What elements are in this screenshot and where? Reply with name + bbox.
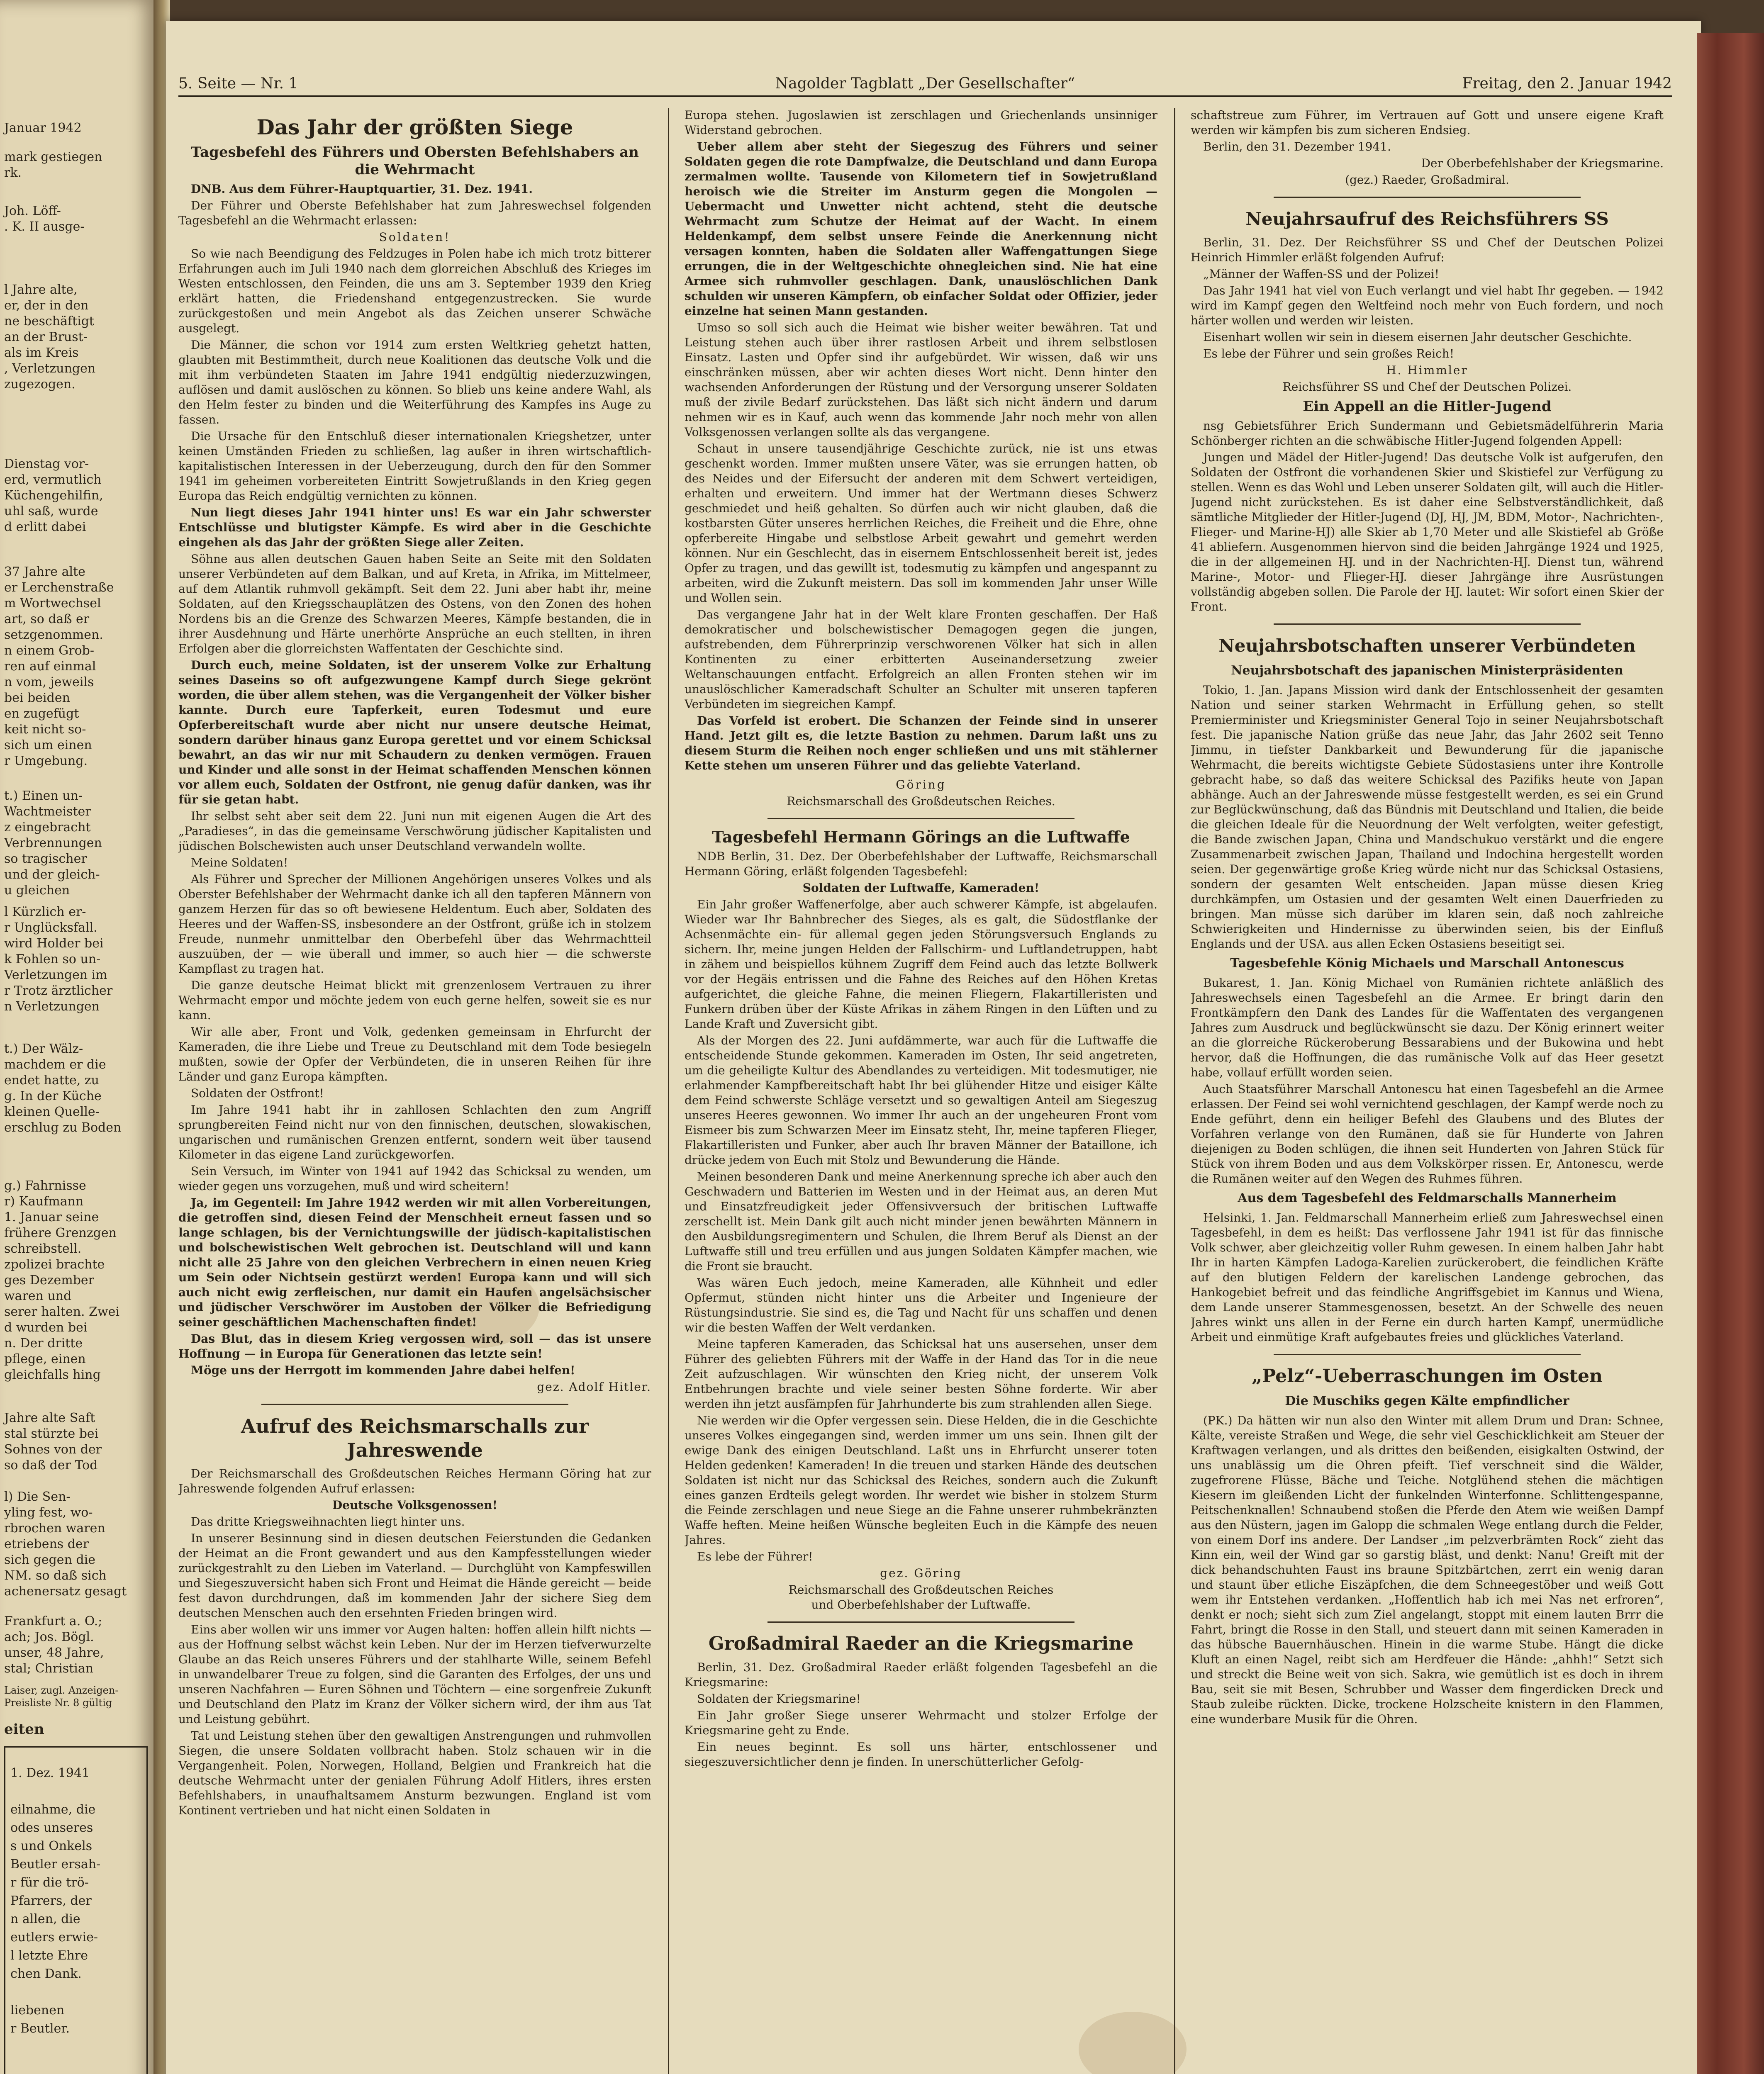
left-fragment: Januar 1942 (4, 121, 82, 135)
divider (1274, 623, 1581, 625)
subheadline: Tagesbefehle König Michaels und Marschall Antonescus (1230, 956, 1624, 971)
column-rule (1174, 108, 1175, 2074)
paragraph: NDB Berlin, 31. Dez. Der Oberbefehlshaber der Luftwaffe, Reichsmarschall Hermann Göring, erläßt folgenden Tagesbefehl: (685, 850, 1157, 878)
newspaper-page (166, 21, 1701, 2074)
paragraph: Bukarest, 1. Jan. König Michael von Rumänien richtete anläßlich des Jahreswechsels einen Tagesbefehl an die Armee. Er bringt darin den Frontkämpfern den Dank des Landes für die Waffentaten des vergangenen Jahres zum Ausdruck und beglückwünscht sie dazu. Der König erinnert weiter an die glorreiche Rückeroberung Bessarabiens und der Bukowina und hebt hervor, daß die Hoffnungen, die das rumänische Volk auf das Heer gesetzt habe, vollauf erfüllt worden seien. (1191, 976, 1664, 1079)
paragraph: nsg Gebietsführer Erich Sundermann und Gebietsmädelführerin Maria Schönberger richten an die schwäbische Hitler-Jugend folgenden Appell: (1191, 419, 1664, 448)
headline: „Pelz“-Ueberraschungen im Osten (1251, 1366, 1603, 1387)
paragraph: Jungen und Mädel der Hitler-Jugend! Das deutsche Volk ist aufgerufen, den Soldaten der Ostfront die vorhandenen Skier und Skistiefel zur Verfügung zu stellen. Wenn es das Wohl und Leben unserer Soldaten gilt, will auch die Hitler-Jugend nicht zurückstehen. Es ist daher eine Selbstverständlichkeit, daß sämtliche Mitglieder der Hitler-Jugend (DJ, HJ, JM, BDM, Motor-, Nachrichten-, Flieger- und Marine-HJ) alle Skier ab 1,70 Meter und alle Skistiefel ab Größe 41 abliefern. Ausgenommen hiervon sind die beiden Jahrgänge 1924 und 1925, die in der allgemeinen HJ. und in der Nachrichten-HJ. Dienst tun, während Marine-, Motor- und Flieger-HJ. dieser Jahrgänge ihre Ausrüstungen vollständig abgeben sollen. Die Parole der HJ. lautet: Wir sofort einen Skier der Front. (1191, 450, 1664, 613)
paragraph: Schaut in unsere tausendjährige Geschichte zurück, nie ist uns etwas geschenkt worden. Immer mußten unsere Väter, was sie errungen hatten, ob des Neides und der Eifersucht der anderen mit dem Schwert verteidigen, erhalten und erweitern. Und immer hat der Wertmann dieses Schwerz geschmiedet und heiß gehalten. So dürfen auch wir nicht glauben, daß die kostbarsten Güter unseres herrlichen Reiches, die Freiheit und die Ehre, ohne opferbereite Hingabe und selbstlose Arbeit gewahrt und gemehrt werden können. Nur ein Geschlecht, das in eisernem Entschlossenheit bereit ist, jedes Opfer zu tragen, und das gewillt ist, todesmutig zu kämpfen und angespannt zu arbeiten, wird die Zukunft meistern. Das soll im kommenden Jahr unser Wille und Wollen sein. (685, 442, 1157, 605)
paragraph: Im Jahre 1941 habt ihr in zahllosen Schlachten den zum Angriff sprungbereiten Feind nicht nur von den finnischen, deutschen, slowakischen, ungarischen und rumänischen Grenzen entfernt, sondern weit über tausend Kilometer in das eigene Land zurückgeworfen. (178, 1103, 651, 1161)
paragraph: Berlin, den 31. Dezember 1941. (1203, 140, 1391, 153)
column-2 (685, 108, 1157, 2074)
paragraph: Europa stehen. Jugoslawien ist zerschlagen und Griechenlands unsinniger Widerstand gebrochen. (685, 108, 1157, 137)
subheadline: Neujahrsbotschaft des japanischen Ministerpräsidenten (1231, 663, 1623, 678)
paragraph: Die ganze deutsche Heimat blickt mit grenzenlosem Vertrauen zu ihrer Wehrmacht empor und möchte jedem von euch gerne helfen, soweit sie es nur kann. (178, 979, 651, 1022)
left-fragment: t.) Einen un- Wachtmeister z eingebracht Verbrennungen so tragischer und der gleich- u gleichen (4, 789, 102, 898)
paragraph: Der Führer und Oberste Befehlshaber hat zum Jahreswechsel folgenden Tagesbefehl an die Wehrmacht erlassen: (178, 199, 651, 227)
left-fragment: 37 Jahre alte er Lerchenstraße m Wortwechsel art, so daß er setzgenommen. n einem Grob- ren auf einmal n vom, jeweils bei beiden en zugefügt keit nicht so- sich um einen r Umgebung. (4, 565, 114, 768)
paragraph: Tokio, 1. Jan. Japans Mission wird dank der Entschlossenheit der gesamten Nation und seiner starken Wehrmacht in Erfüllung gehen, so stellt Premierminister und Kriegsminister General Tojo in seiner Neujahrsbotschaft fest. Die japanische Nation grüße das neue Jahr, das Jahr 2602 seit Tenno Jimmu, in tiefster Dankbarkeit und Bewunderung für die japanische Wehrmacht, die bereits wichtigste Gebiete Südostasiens unter ihre Kontrolle gebracht habe, so daß das weitere Schicksal des Pazifiks heute von Japan abhänge. Auch an der Jahreswende müsse festgestellt werden, es sei ein Grund zur Beglückwünschung, daß das Bündnis mit Deutschland und Italien, die beide die gleichen Ideale für die Neuordnung der Welt verfolgten, weiter gefestigt, die Bande zwischen Japan, China und Mandschukuo verstärkt und die engere Zusammenarbeit zwischen Japan, Thailand und Indochina hergestellt worden seien. Der gegenwärtige große Krieg würde nicht nur das Schicksal Ostasiens, sondern der gesamten Welt entscheiden. Japan müsse diesen Krieg durchkämpfen, um Ostasien und der gesamten Welt einen Dauerfrieden zu bringen. Man müsse sich darüber im klaren sein, daß noch zahlreiche Schwierigkeiten und Hindernisse zu überwinden seien, bis der Einfluß Englands und der USA. aus allen Ecken Ostasiens beseitigt sei. (1191, 683, 1664, 951)
paragraph: Es lebe der Führer und sein großes Reich! (1203, 347, 1455, 360)
paragraph: Berlin, 31. Dez. Der Reichsführer SS und Chef der Deutschen Polizei Heinrich Himmler erläßt folgenden Aufruf: (1191, 236, 1664, 264)
divider (1274, 197, 1581, 198)
masthead: Nagolder Tagblatt „Der Gesellschafter“ (775, 75, 1075, 92)
left-fragment: l Kürzlich er- r Unglücksfall. wird Holder bei k Fohlen so un- Verletzungen im r Trotz ärztlicher n Verletzungen (4, 905, 113, 1014)
paragraph: Nun liegt dieses Jahr 1941 hinter uns! Es war ein Jahr schwerster Entschlüsse und blutigster Kämpfe. Es wird aber in die Geschichte eingehen als das Jahr der größten Siege aller Zeiten. (178, 506, 651, 549)
headline: Großadmiral Raeder an die Kriegsmarine (708, 1633, 1134, 1654)
divider (767, 818, 1074, 819)
paragraph: Nie werden wir die Opfer vergessen sein. Diese Helden, die in die Geschichte unseres Volkes eingegangen sind, werden immer um uns sein. Ihnen gilt der ewige Dank des einigen Deutschland. Laßt uns in Ehrfurcht unserer toten Helden gedenken! Kameraden! In die treuen und starken Hände des deutschen Soldaten ist nicht nur das Schicksal des Reiches, sondern auch die Zukunft eines ganzen Erdteils gelegt worden. Ihr werdet wie bisher in stolzem Sturm die Feinde zerschlagen und neue Siege an die Fahne unserer ruhmbekränzten Waffe heften. Meine heißen Wünsche begleiten Euch in die Kämpfe des neuen Jahres. (685, 1414, 1157, 1547)
headline: Aufruf des Reichsmarschalls zur Jahreswende (241, 1415, 589, 1461)
paragraph: Wir alle aber, Front und Volk, gedenken gemeinsam in Ehrfurcht der Kameraden, die ihre Liebe und Treue zu Deutschland mit dem Tode besiegeln mußten, sowie der Opfer der Verbündeten, die in unseren Reihen für ihre Länder und ganz Europa kämpften. (178, 1025, 651, 1083)
subheadline: Ein Appell an die Hitler-Jugend (1303, 398, 1552, 415)
paragraph: So wie nach Beendigung des Feldzuges in Polen habe ich mich trotz bitterer Erfahrungen auch im Juli 1940 nach dem glorreichen Abschluß des Krieges im Westen entschlossen, den Feinden, die uns am 3. September 1939 den Krieg erklärt hatten, die Friedenshand entgegenzustrecken. Sie wurde zurückgestoßen und mein Angebot als das Zeichen unserer Schwäche ausgelegt. (178, 247, 651, 335)
divider (767, 1621, 1074, 1623)
paragraph: Eins aber wollen wir uns immer vor Augen halten: hoffen allein hilft nichts — aus der Hoffnung selbst wächst kein Leben. Nur der im Herzen tiefverwurzelte Glaube an das Reich unseres Führers und der stahlharte Wille, seinem Befehl in unwandelbarer Treue zu folgen, sind die Garanten des Erfolges, der uns und unseren Nachfahren — Euren Söhnen und Töchtern — eine sorgenfreie Zukunft und Deutschland den Platz im Kranz der Völker sichern wird, der ihm aus Tat und Leistung gebührt. (178, 1623, 651, 1726)
paragraph: Möge uns der Herrgott im kommenden Jahre dabei helfen! (191, 1363, 575, 1377)
left-fragment: Jahre alte Saft stal stürzte bei Sohnes von der so daß der Tod (4, 1411, 102, 1473)
divider (1274, 1354, 1581, 1355)
death-notice-box (4, 1746, 148, 2074)
left-fragment: eiten (4, 1721, 44, 1738)
paragraph: Das Vorfeld ist erobert. Die Schanzen der Feinde sind in unserer Hand. Jetzt gilt es, die letzte Bastion zu nehmen. Darum laßt uns zu diesem Sturm die Reihen noch enger schließen und uns mit stählerner Kette stehen um unseren Führer und das geliebte Vaterland. (685, 714, 1157, 772)
headline: Tagesbefehl Hermann Görings an die Luftwaffe (712, 828, 1130, 846)
page-header (178, 71, 1672, 97)
paragraph: „Männer der Waffen-SS und der Polizei! (1203, 267, 1440, 281)
headline: Neujahrsaufruf des Reichsführers SS (1245, 209, 1609, 229)
signature-title: Reichsmarschall des Großdeutschen Reiches. (787, 794, 1055, 808)
page-number: 5. Seite — Nr. 1 (178, 75, 298, 92)
paragraph: schaftstreue zum Führer, im Vertrauen auf Gott und unsere eigene Kraft werden wir kämpfen bis zum sicheren Endsieg. (1191, 108, 1664, 137)
paragraph: Ja, im Gegenteil: Im Jahre 1942 werden wir mit allen Vorbereitungen, die getroffen sind, diesen Feind der Menschheit erneut fassen und so lange schlagen, bis der Vernichtungswille der jüdisch-kapitalistischen und bolschewistischen Welt gebrochen ist. Deutschland will und kann nicht alle 25 Jahre von den gleichen Verbrechern in einen neuen Krieg um Sein oder Nichtsein gestürzt werden! Europa kann und will sich auch nicht ewig zerfleischen, nur damit ein Haufen angelsächsischer und jüdischer Verschwörer im Austoben der Völker die Befriedigung seiner geschäftlichen Machenschaften findet! (178, 1196, 651, 1329)
paragraph: Meine tapferen Kameraden, das Schicksal hat uns ausersehen, unser dem Führer des geliebten Führers mit der Waffe in der Hand das Tor in die neue Zeit aufzuschlagen. Wir wünschten den Krieg nicht, der unserem Volk Entbehrungen brachte und viele seiner besten Söhne forderte. Wir aber werden ihn jetzt ausfämpfen für Jahrhunderte bis zum strahlenden allen Siege. (685, 1337, 1157, 1411)
signature-name: H. Himmler (1386, 363, 1468, 377)
paragraph: Helsinki, 1. Jan. Feldmarschall Mannerheim erließ zum Jahreswechsel einen Tagesbefehl, in dem es heißt: Das verflossene Jahr 1941 ist für das finnische Volk schwer, aber gleichzeitig voller Ruhm gewesen. In einem halben Jahr habt Ihr in harten Kämpfen Ladoga-Karelien zurückerobert, die feindlichen Kräfte auf den blutigen Feldern der karelischen Landenge gebrochen, das Hankogebiet befreit und das feindliche Angriffsgebiet im Kannus und Wiena, dem Lande unserer Stammesgenossen, besetzt. An der Schwelle des neuen Jahres winkt uns allen in der Ferne ein durch harten Kampf, unermüdliche Arbeit und einmütige Kraft aufgebautes freies und glückliches Vaterland. (1191, 1211, 1664, 1344)
subheadline: Die Muschiks gegen Kälte empfindlicher (1285, 1394, 1569, 1408)
paragraph: Tat und Leistung stehen über den gewaltigen Anstrengungen und ruhmvollen Siegen, die unsere Soldaten vollbracht haben. Stolz schauen wir in die Vergangenheit. Polen, Norwegen, Holland, Belgien und Frankreich hat die deutsche Wehrmacht unter der genialen Führung Adolf Hitlers, ihres ersten Befehlshabers, in unaufhaltsamem Ansturm bezwungen. England ist vom Kontinent vertrieben und hat nicht einen Soldaten in (178, 1729, 651, 1817)
column-3 (1191, 108, 1664, 2074)
left-fragment: Frankfurt a. O.; ach; Jos. Bögl. unser, 48 Jahre, stal; Christian (4, 1614, 104, 1676)
paragraph: Als der Morgen des 22. Juni aufdämmerte, war auch für die Luftwaffe die entscheidende Stunde gekommen. Kameraden im Osten, Ihr seid angetreten, um die geheiligte Kultur des Abendlandes zu verteidigen. Mit todesmutiger, nie erlahmender Kampfbereitschaft habt Ihr bei glühender Hitze und eisiger Kälte dem Feind schwerste Schläge versetzt und so gewaltigen Anteil am Siegeszug unseres Heeres gewonnen. Wo immer Ihr auch an der ungeheuren Front vom Eismeer bis zum Schwarzen Meer im Einsatz steht, Ihr, meine tapferen Flieger, Flakartilleristen und Funker, aber auch Ihr braven Männer der Bataillone, ich drücke jedem von Euch mit Stolz und Bewunderung die Hände. (685, 1034, 1157, 1167)
signature-title: Der Oberbefehlshaber der Kriegsmarine. (1421, 156, 1664, 170)
signature-name: gez. Göring (880, 1566, 962, 1580)
paragraph: Auch Staatsführer Marschall Antonescu hat einen Tagesbefehl an die Armee erlassen. Der Feind sei wohl vernichtend geschlagen, der Kampf werde noch zu Ende geführt, denn ein heiliger Befehl des Glaubens und des Blutes der Vorfahren verlange von den Rumänen, daß sie für Hunderte von Jahren diejenigen zu Boden schlügen, die ihnen seit Hunderten von Jahren Stück für Stück von ihrem Boden und aus dem Volkskörper rissen. Er, Antonescu, werde die Rumänen weiter auf den Wegen des Ruhmes führen. (1191, 1082, 1664, 1185)
signature: gez. Adolf Hitler. (537, 1380, 651, 1394)
dateline: DNB. Aus dem Führer-Hauptquartier, 31. Dez. 1941. (191, 182, 533, 196)
paragraph: Die Ursache für den Entschluß dieser internationalen Kriegshetzer, unter keinen Umständen Frieden zu schließen, lag außer in ihren wirtschaftlich-kapitalistischen Interessen in der Ueberzeugung, durch den für den Sommer 1941 im geheimen vorbereiteten Eintritt Sowjetrußlands in den Krieg gegen Europa das Reich endgültig vernichten zu können. (178, 429, 651, 503)
paragraph: Durch euch, meine Soldaten, ist der unserem Volke zur Erhaltung seines Daseins so oft aufgezwungene Kampf durch Siege gekrönt worden, die über allem stehen, was die Vergangenheit der Völker bisher kannte. Durch eure Tapferkeit, euren Todesmut und eure Opferbereitschaft wurde aber nicht nur unsere deutsche Heimat, sondern darüber hinaus ganz Europa gerettet und vor einem Schicksal bewahrt, an das wir nur mit Schaudern zu denken vermögen. Frauen und Kinder und alle sonst in der Heimat schaffenden Menschen können vor allem euch, Soldaten der Ostfront, nie genug dafür danken, was ihr für sie getan habt. (178, 658, 651, 806)
column-rule (668, 108, 669, 2074)
paragraph: Ein Jahr großer Waffenerfolge, aber auch schwerer Kämpfe, ist abgelaufen. Wieder war Ihr Bahnbrecher des Sieges, als es galt, die Südostflanke der Achsenmächte ein- für allemal gegen jeden Störungsversuch Englands zu sichern. Ihr, meine jungen Helden der Fallschirm- und Luftlandetruppen, habt in zähem und beispiellos kühnem Zugriff dem Feind auch das letzte Bollwerk vor der Hegäis entrissen und die Fahne des Reiches auf den Höhen Kretas aufgerichtet, die gleiche Fahne, die meinen Fliegern, Flakartilleristen und Funkern drüben über der Küste Afrikas in zähem Ringen in den Lüften und zu Lande Kraft und Zuversicht gibt. (685, 898, 1157, 1031)
paragraph: Ihr selbst seht aber seit dem 22. Juni nun mit eigenen Augen die Art des „Paradieses“, in das die gemeinsame Verschwörung jüdischer Kapitalisten und jüdischen Bolschewisten auch unser Deutschland verwandeln wollte. (178, 809, 651, 853)
paragraph: (PK.) Da hätten wir nun also den Winter mit allem Drum und Dran: Schnee, Kälte, vereiste Straßen und Wege, die sehr viel Geschicklichkeit am Steuer der Kraftwagen verlangen, und als drittes den beißenden, eisigkalten Ostwind, der uns unablässig um die Ohren pfeift. Tief verschneit sind die Wälder, zugefrorene Flüsse, Bäche und Teiche. Notglühend stehen die mächtigen Kiesern im gleißenden Licht der funkelnden Winterfonne. Schlittengespanne, Peitschenknallen! Schnaubend stoßen die Pferde den Atem wie weißen Dampf aus den Nüstern, jagen im Galopp die schmalen Wege entlang durch die Felder, von einem Dorf ins andere. Der Landser „im pelzverbrämten Rock“ zieht das Kinn ein, weil der Wind gar so garstig bläst, und denkt: Nanu! Greift mit der dick behandschuhten Faust ins braune Spitzbärtchen, zerrt ein wenig daran und staunt über etliche Eiszäpfchen, die dem Schneegestöber und weiß Gott wem ihr Entstehen verdanken. „Hoffentlich hab ich mei Nas net erfroren“, denkt er noch; sieht sich zum Ziel angelangt, stoppt mit einem lauten Brrr die Fahrt, bringt die Rosse in den Stall, und steuert dann mit seinen Kameraden in das hübsche Bauernhäuschen. Hinein in die warme Stube. Hängt die dicke Kluft an einen Nagel, reibt sich am Herdfeuer die Hände: „ahhh!“ Setzt sich und streckt die Beine weit von sich. Sakra, wie gemütlich ist es doch in ihrem Bau, seit sie mit Besen, Schrubber und Wasser dem fingerdicken Dreck und Staub zuleibe rückten. Dicke, trockene Holzscheite knistern in den Flammen, eine wunderbare Musik für die Ohren. (1191, 1414, 1664, 1726)
signature-title: Reichsmarschall des Großdeutschen Reiches und Oberbefehlshaber der Luftwaffe. (788, 1583, 1054, 1611)
paragraph: In unserer Besinnung sind in diesen deutschen Feierstunden die Gedanken der Heimat an die Front gewandert und aus den Kampfesstellungen wieder zurückgestrahlt zu den Lieben im Vaterland. — Durchglüht von Kampfeswillen und Siegeszuversicht haben sich Front und Heimat die Hände gereicht — beide fest davon durchdrungen, daß im kommenden Jahr der sichere Sieg dem deutschen Menschen auch den ersehnten Frieden bringen wird. (178, 1531, 651, 1620)
salutation: Deutsche Volksgenossen! (332, 1498, 498, 1512)
paragraph: Das Blut, das in diesem Krieg vergossen wird, soll — das ist unsere Hoffnung — in Europa für Generationen das letzte sein! (178, 1332, 651, 1361)
column-1 (178, 108, 651, 2074)
paragraph: Soldaten der Kriegsmarine! (697, 1692, 861, 1706)
left-fragment: g.) Fahrnisse r) Kaufmann 1. Januar seine frühere Grenzgen schreibstell. zpolizei brachte ges Dezember waren und serer halten. Zwei d wurden bei n. Der dritte pflege, einen gleichfalls hing (4, 1178, 119, 1382)
signature-name: (gez.) Raeder, Großadmiral. (1345, 173, 1509, 187)
subheadline: Aus dem Tagesbefehl des Feldmarschalls Mannerheim (1238, 1191, 1617, 1205)
left-fragment: l Jahre alte, er, der in den ne beschäftigt an der Brust- als im Kreis , Verletzungen zugezogen. (4, 282, 96, 392)
left-fragment: l) Die Sen- yling fest, wo- rbrochen waren etriebens der sich gegen die NM. so daß sich achenersatz gesagt (4, 1490, 127, 1599)
salutation: Soldaten! (379, 230, 451, 244)
paragraph: Ueber allem aber steht der Siegeszug des Führers und seiner Soldaten gegen die rote Dampfwalze, die Deutschland und dann Europa zermalmen wollte. Tausende von Kilometern tief in Sowjetrußland heroisch wie die Streiter im Ansturm gegen die Mongolen — Uebermacht und Unwetter nicht achtend, steht die deutsche Wehrmacht zum Schutze der Heimat auf der Wacht. In einem Heldenkampf, dem selbst unsere Feinde die Anerkennung nicht versagen konnten, haben die Soldaten aller Waffengattungen Siege errungen, die in der Weltgeschichte ohnegleichen sind. Nie hat eine Armee sich ruhmvoller geschlagen. Dank, unauslöschlichen Dank schulden wir unseren Kämpfern, ob einfacher Soldat oder Offizier, jeder einzelne hat seinen Mann gestanden. (685, 140, 1157, 318)
issue-date: Freitag, den 2. Januar 1942 (1462, 75, 1672, 92)
paragraph: Meine Soldaten! (191, 856, 288, 869)
paragraph: Sein Versuch, im Winter von 1941 auf 1942 das Schicksal zu wenden, um wieder gegen uns vorzugehen, muß und wird scheitern! (178, 1164, 651, 1193)
paragraph: Es lebe der Führer! (697, 1550, 813, 1563)
paragraph: Der Reichsmarschall des Großdeutschen Reiches Hermann Göring hat zur Jahreswende folgenden Aufruf erlassen: (178, 1467, 651, 1495)
paragraph: Umso so soll sich auch die Heimat wie bisher weiter bewähren. Tat und Leistung stehen auch über ihrer rastlosen Arbeit und ihrem selbstlosen Einsatz. Lasten und Opfer sind ihr aufgebürdet. Wir wissen, daß wir uns einschränken müssen, aber wir achten dieses Wort nicht. Denn hinter den wachsenden Anforderungen der Rüstung und der Versorgung unserer Soldaten muß der zivile Bedarf zurückstehen. Das läßt sich nicht ändern und darum nehmen wir es in Kauf, auch wenn das kommende Jahr noch mehr von allen Volksgenossen verlangen sollte als das vergangene. (685, 321, 1157, 439)
paragraph: Was wären Euch jedoch, meine Kameraden, alle Kühnheit und edler Opfermut, stünden nicht hinter uns die Arbeiter und Ingenieure der Rüstungsindustrie. Sie sind es, die Tag und Nacht für uns schaffen und denen wir die besten Waffen der Welt verdanken. (685, 1276, 1157, 1334)
paragraph: Als Führer und Sprecher der Millionen Angehörigen unseres Volkes und als Oberster Befehlshaber der Wehrmacht danke ich all den tapferen Männern von ganzem Herzen für das so oft bewiesene Heldentum. Euch aber, Soldaten des Heeres und der Waffen-SS, insbesondere an der Ostfront, grüße ich in stolzem Freude, nunmehr unmittelbar den Oberbefehl über das Wehrmachtteil auszuüben, der — wie überall und immer, so auch hier — die schwerste Kampflast zu tragen hat. (178, 872, 651, 976)
book-spine (1697, 33, 1764, 2074)
left-fragment: mark gestiegen rk. (4, 150, 102, 180)
paragraph: Die Männer, die schon vor 1914 zum ersten Weltkrieg gehetzt hatten, glaubten mit Bestimmtheit, durch neue Koalitionen das deutsche Volk und die mit ihm verbündeten Staaten im Jahre 1941 endgültig niederzuzwingen, auflösen und damit auslöschen zu können. So blieb uns keine andere Wahl, als den Helm fester zu binden und die Weiterführung des Kampfes ins Auge zu fassen. (178, 338, 651, 426)
left-fragment: Joh. Löff- . K. II ausge- (4, 204, 85, 234)
paragraph: Soldaten der Ostfront! (191, 1086, 324, 1100)
divider (261, 1404, 568, 1405)
paragraph: Meinen besonderen Dank und meine Anerkennung spreche ich aber auch den Geschwadern und Batterien im Westen und in der Heimat aus, an deren Mut und Einsatzfreudigkeit jeder Offensivversuch der britischen Luftwaffe zerschellt ist. Mein Dank gilt auch nicht minder jenen bewährten Männern in den Ausbildungsregimentern und Schulen, die Ihrem Beruf als Dienst an der Luftwaffe still und treu erfüllen und aus jungen Soldaten Kämpfer machen, wie die Front sie braucht. (685, 1170, 1157, 1273)
paragraph: Das Jahr 1941 hat viel von Euch verlangt und viel habt Ihr gegeben. — 1942 wird im Kampf gegen den Weltfeind noch mehr von Euch fordern, und noch härter wollen und werden wir leisten. (1191, 284, 1664, 327)
headline: Das Jahr der größten Siege (256, 115, 573, 139)
subheadline: Tagesbefehl des Führers und Obersten Befehlshabers an die Wehrmacht (191, 144, 639, 178)
signature-title: Reichsführer SS und Chef der Deutschen Polizei. (1282, 380, 1572, 394)
paragraph: Eisenhart wollen wir sein in diesem eisernen Jahr deutscher Geschichte. (1203, 330, 1632, 344)
paragraph: Söhne aus allen deutschen Gauen haben Seite an Seite mit den Soldaten unserer Verbündeten auf dem Balkan, und auf Kreta, in Afrika, im Mittelmeer, auf dem Atlantik ruhmvoll gekämpft. Seit dem 22. Juni aber habt ihr, meine Soldaten, auf den Kriegsschauplätzen des Ostens, von den Zonen des hohen Nordens bis an die Grenze des Schwarzen Meeres, Kämpfe bestanden, die in ihrer Ausdehnung und Härte unerhörte Ansprüche an euch stellten, in ihren Erfolgen aber die glorreichsten Waffentaten der Geschichte sind. (178, 552, 651, 655)
left-page-edge (0, 0, 158, 2074)
paragraph: Ein neues beginnt. Es soll uns härter, entschlossener und siegeszuversichtlicher denn je finden. In unerschütterlicher Gefolg- (685, 1740, 1157, 1769)
paragraph: Berlin, 31. Dez. Großadmiral Raeder erläßt folgenden Tagesbefehl an die Kriegsmarine: (685, 1660, 1157, 1689)
paragraph: Das dritte Kriegsweihnachten liegt hinter uns. (191, 1515, 465, 1529)
subheadline: Soldaten der Luftwaffe, Kameraden! (802, 881, 1040, 895)
headline: Neujahrsbotschaften unserer Verbündeten (1218, 635, 1636, 656)
signature-name: Göring (896, 778, 946, 791)
left-fragment: Dienstag vor- erd, vermutlich Küchengehilfin, uhl saß, wurde d erlitt dabei (4, 457, 103, 534)
left-fragment: t.) Der Wälz- machdem er die endet hatte, zu g. In der Küche kleinen Quelle- erschlug zu Boden (4, 1042, 122, 1135)
paragraph: Das vergangene Jahr hat in der Welt klare Fronten geschaffen. Der Haß demokratischer und bolschewistischer Demagogen gegen die jungen, aufstrebenden, dem Führerprinzip verschworenen Völker hat sich in allen Kontinenten zu einer erbitterten Auseinandersetzung zweier Weltanschauungen entfacht. Erfolgreich an allen Fronten stehen wir im unauslöschlicher Kameradschaft Schulter an Schulter mit unseren tapferen Verbündeten im siegreichen Kampf. (685, 608, 1157, 711)
death-notice-text: 1. Dez. 1941 eilnahme, die odes unseres s und Onkels Beutler ersah- r für die trö- Pfarrers, der n allen, die eutlers erwie- l letzte Ehre chen Dank. liebenen r Beutler. (10, 1766, 101, 2036)
left-fragment: Laiser, zugl. Anzeigen- Preisliste Nr. 8 gültig (4, 1685, 119, 1709)
paragraph: Ein Jahr großer Siege unserer Wehrmacht und stolzer Erfolge der Kriegsmarine geht zu Ende. (685, 1709, 1157, 1737)
